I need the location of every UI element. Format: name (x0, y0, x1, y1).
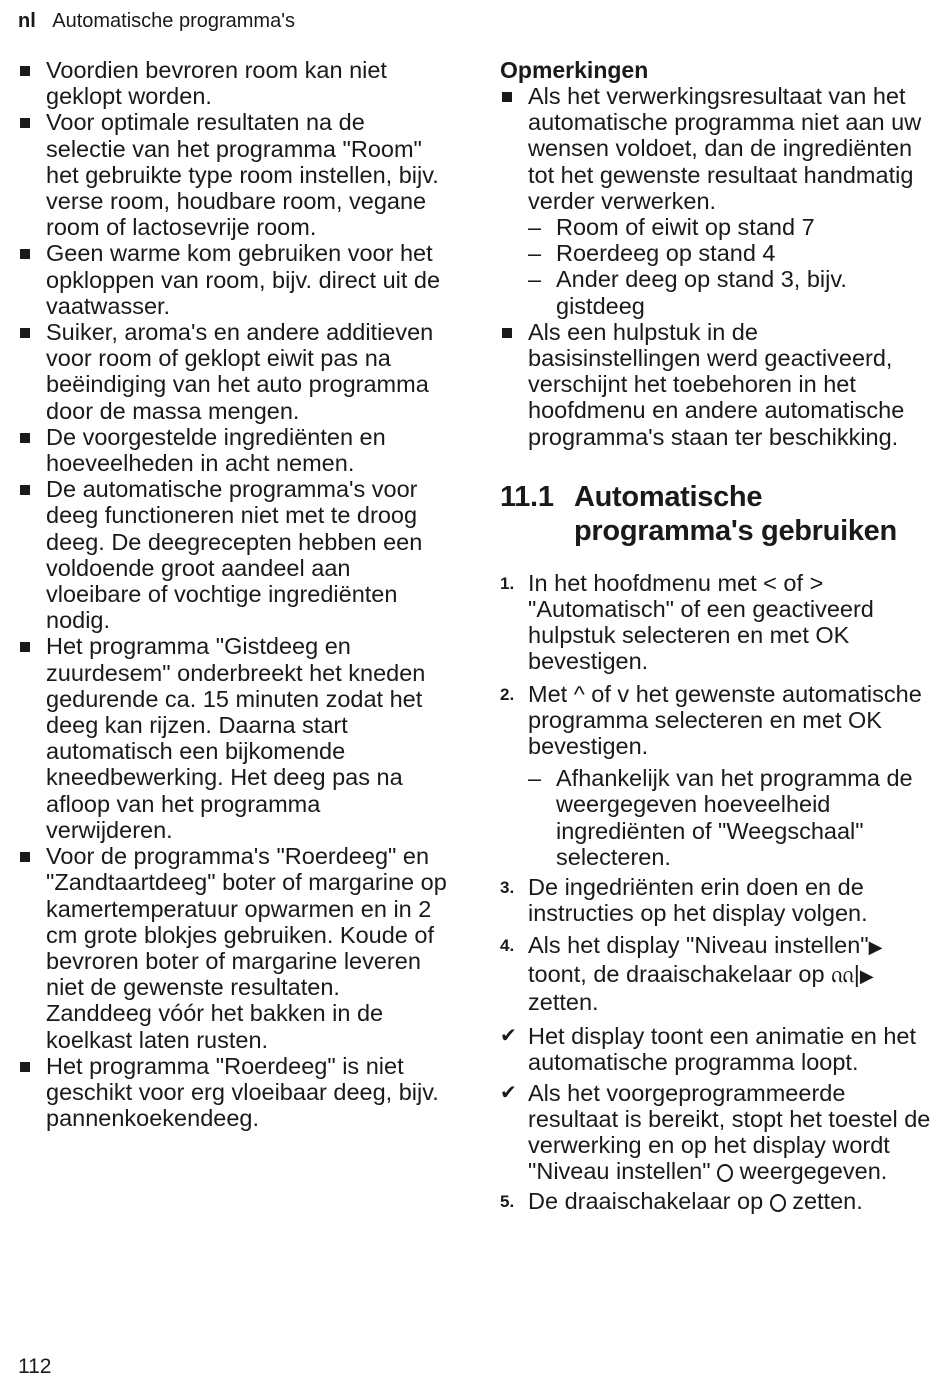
dash-item (528, 214, 932, 240)
bullet-text: Suiker, aroma's en andere additieven voor room of geklopt eiwit pas na beëindiging van het auto programma door de massa mengen. (46, 319, 434, 424)
square-bullet-icon (20, 852, 30, 862)
square-bullet-icon (502, 328, 512, 338)
remarks-bullet (500, 319, 932, 450)
dash-item-text: Roerdeeg op stand 4 (556, 240, 776, 267)
step-text: De draaischakelaar op (528, 1188, 770, 1215)
step-text: "Automatisch" of een geactiveerd hulpstuk selecteren en met (528, 596, 874, 649)
bullet-item (18, 843, 448, 1053)
dash-item-text: Ander deeg op stand 3, bijv. gistdeeg (556, 266, 847, 319)
ok-label: OK (848, 706, 882, 733)
checkmark-icon: ✔ (500, 1081, 517, 1104)
dash-item (528, 240, 932, 266)
result-text: Het display toont een animatie en het automatische programma loopt. (528, 1023, 917, 1076)
square-bullet-icon (20, 66, 30, 76)
bullet-item (18, 1053, 448, 1132)
step-text: toont, de draaischakelaar op (528, 960, 832, 987)
step-number: 5. (500, 1192, 515, 1212)
bullet-item (18, 240, 448, 319)
bullet-text: Geen warme kom gebruiken voor het opkloppen van room, bijv. direct uit de vaatwasser. (46, 240, 441, 319)
dash-list (528, 214, 932, 319)
step-number: 3. (500, 878, 515, 898)
bullet-item (18, 476, 448, 633)
dash-icon: – (528, 765, 542, 792)
bullet-text: Het programma "Roerdeeg" is niet geschikt voor erg vloeibaar deeg, bijv. pannenkoekendeeg. (46, 1052, 439, 1132)
bullet-item (18, 319, 448, 424)
step-substep (500, 765, 932, 870)
remarks-bullet-text: Als een hulpstuk in de basisinstellingen werd geactiveerd, verschijnt het toebehoren in het hoofdmenu en andere automatische programma's staan ter beschikking. (528, 318, 905, 450)
circle-off-icon (717, 1164, 733, 1182)
chevron-right-icon: > (809, 569, 824, 596)
step-item (500, 932, 932, 1015)
left-bullet-list (18, 57, 448, 1131)
ok-label: OK (815, 622, 850, 649)
step-text: bevestigen. (528, 733, 649, 760)
left-column (18, 57, 448, 1131)
step-text: De ingedriënten erin doen en de instructies op het display volgen. (528, 874, 868, 927)
bullet-text: De automatische programma's voor deeg functioneren niet met te droog deeg. De deegrecepten hebben een voldoende groot aandeel aan vloeibare of vochtige ingrediënten nodig. (46, 476, 423, 634)
step-text: Als het display "Niveau instellen" (528, 932, 869, 959)
circle-off-icon (770, 1194, 786, 1212)
dash-icon: – (528, 266, 542, 293)
step-text: of (584, 680, 618, 707)
header-title: Automatische programma's (52, 10, 296, 32)
step-text: Met (528, 680, 574, 707)
result-item (500, 1080, 932, 1185)
square-bullet-icon (20, 642, 30, 652)
step-text: In het hoofdmenu met (528, 569, 764, 596)
step-text: het gewenste automatische programma selecteren en met (528, 680, 922, 733)
section-heading (500, 480, 932, 548)
dough-hook-icon: ᦶ| (831, 960, 860, 987)
chevron-up-icon: ^ (573, 680, 585, 707)
step-number: 4. (500, 936, 515, 956)
bullet-text: Voor de programma's "Roerdeeg" en "Zandtaartdeeg" boter of margarine op kamertemperatuur opwarmen en in 2 cm grote blokjes gebruiken. Koude of bevroren boter of margarine leveren niet de gewenste resultaten. Zanddeeg vóór het bakken in de koelkast laten rusten. (46, 843, 447, 1053)
dash-icon: – (528, 214, 542, 241)
dash-icon: – (528, 240, 542, 267)
chevron-down-icon: v (617, 680, 630, 707)
step-text: of (776, 569, 810, 596)
remarks-list (500, 83, 932, 450)
remarks-bullet (500, 83, 932, 319)
bullet-item (18, 633, 448, 843)
step-text: zetten. (785, 1188, 863, 1215)
remarks-heading: Opmerkingen (500, 57, 649, 83)
result-text: weergegeven. (733, 1158, 888, 1185)
page-header (18, 8, 295, 34)
right-column (500, 57, 932, 1219)
play-triangle-icon: ▶ (859, 965, 874, 986)
dash-item-text: Room of eiwit op stand 7 (556, 214, 815, 241)
page-number: 112 (18, 1355, 52, 1378)
bullet-item (18, 424, 448, 476)
bullet-text: Voordien bevroren room kan niet geklopt worden. (46, 57, 387, 110)
step-item (500, 681, 932, 760)
step-item (500, 570, 932, 675)
result-text: Als het voorgeprogrammeerde resultaat is bereikt, stopt het toestel de verwerking en op het display wordt "Niveau instellen" (528, 1079, 931, 1185)
bullet-text: Voor optimale resultaten na de selectie van het programma "Room" het gebruikte type room instellen, bijv. verse room, houdbare room, vegane room of lactosevrije room. (46, 109, 439, 241)
language-code: nl (18, 10, 36, 32)
substep-text: Afhankelijk van het programma de weergegeven hoeveelheid ingrediënten of "Weegschaal" selecteren. (556, 765, 913, 870)
bullet-item (18, 57, 448, 109)
chevron-left-icon: < (763, 569, 777, 596)
square-bullet-icon (502, 92, 512, 102)
step-item (500, 874, 932, 926)
square-bullet-icon (20, 249, 30, 259)
section-title: Automatische programma's gebruiken (574, 480, 897, 547)
bullet-text: Het programma "Gistdeeg en zuurdesem" onderbreekt het kneden gedurende ca. 15 minuten zodat het deeg kan rijzen. Daarna start automatisch een bijkomende kneedbewerking. Het deeg pas na afloop van het programma verwijderen. (46, 633, 426, 843)
step-number: 2. (500, 684, 515, 704)
square-bullet-icon (20, 433, 30, 443)
square-bullet-icon (20, 1062, 30, 1072)
dash-item (528, 266, 932, 318)
step-number: 1. (500, 573, 515, 593)
section-number: 11.1 (500, 480, 554, 513)
result-item (500, 1023, 932, 1075)
bullet-text: De voorgestelde ingrediënten en hoeveelheden in acht nemen. (46, 423, 386, 477)
checkmark-icon: ✔ (500, 1025, 517, 1048)
square-bullet-icon (20, 485, 30, 495)
remarks-bullet-text: Als het verwerkingsresultaat van het automatische programma niet aan uw wensen voldoet, dan de ingrediënten tot het gewenste resultaat handmatig verder verwerken. (528, 83, 922, 214)
step-text: zetten. (528, 988, 599, 1015)
bullet-item (18, 109, 448, 240)
play-triangle-icon: ▶ (868, 937, 883, 958)
step-item (500, 1188, 932, 1214)
square-bullet-icon (20, 118, 30, 128)
steps-list (500, 570, 932, 1215)
step-text: bevestigen. (528, 648, 649, 675)
square-bullet-icon (20, 328, 30, 338)
